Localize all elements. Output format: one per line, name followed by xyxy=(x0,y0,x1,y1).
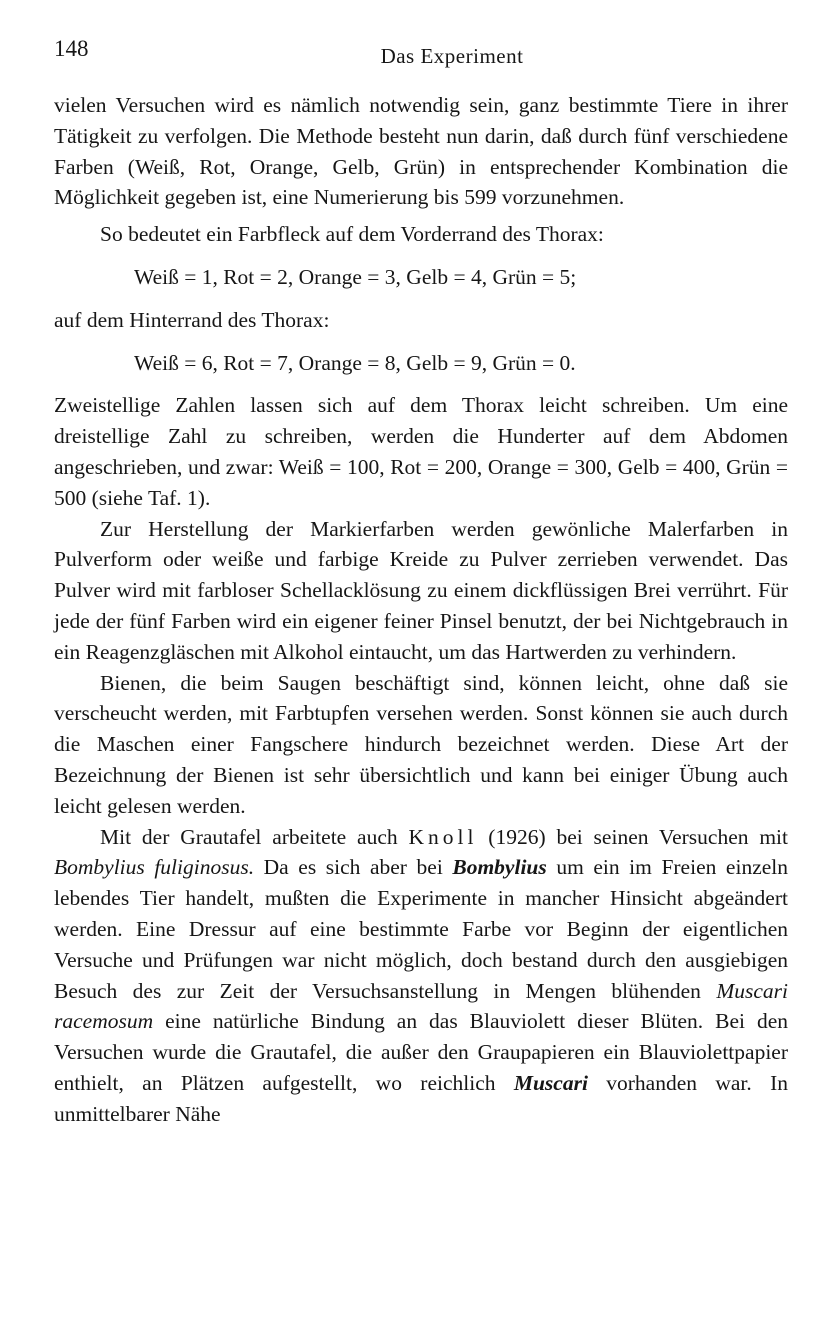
author-name: Knoll xyxy=(408,824,478,849)
paragraph-rear-thorax: auf dem Hinterrand des Thorax: xyxy=(54,307,330,332)
text-run: Da es sich aber bei xyxy=(254,855,453,880)
genus-name: Bombylius xyxy=(452,855,547,880)
page-header xyxy=(54,36,790,76)
text-run: Mit der Grautafel arbeitete auch xyxy=(100,824,409,849)
paragraph-bees: Bienen, die beim Saugen beschäftigt sind, können leicht, ohne daß sie verscheucht werden, mit Farbtupfen versehen werden. Sonst können sie auch durch die Maschen einer Fangschere hindurch bezeichnet werden. Diese Art der Bezeichnung der Bienen ist sehr übersichtlich und kann bei einiger Übung auch leicht gelesen werden. xyxy=(54,670,788,818)
paragraph-numbers: Zweistellige Zahlen lassen sich auf dem Thorax leicht schreiben. Um eine dreistellige Zahl zu schreiben, werden die Hunderter auf dem Abdomen angeschrieben, und zwar: Weiß = 100, Rot = 200, Orange = 300, Gelb = 400, Grün = 500 (siehe Taf. 1). xyxy=(54,393,788,510)
paragraph-paints: Zur Herstellung der Markierfarben werden gewönliche Malerfarben in Pulverform oder weiße und farbige Kreide zu Pulver zerrieben verwendet. Das Pulver wird mit farbloser Schellacklösung zu einem dickflüssigen Brei verrührt. Für jede der fünf Farben wird ein eigener feiner Pinsel benutzt, der bei Nichtgebrauch in ein Reagenzgläschen mit Alkohol eintaucht, um das Hartwerden zu verhindern. xyxy=(54,516,788,664)
text-run: vorhanden war. In unmittelbarer Nähe xyxy=(54,1070,788,1126)
paragraph-front-thorax: So bedeutet ein Farbfleck auf dem Vorderrand des Thorax: xyxy=(100,222,604,247)
species-name: Muscari racemosum xyxy=(54,978,788,1034)
equation-rear-thorax: Weiß = 6, Rot = 7, Orange = 8, Gelb = 9, Grün = 0. xyxy=(134,350,576,375)
species-name: Bombylius fuliginosus. xyxy=(54,855,255,880)
text-run: eine natürliche Bindung an das Blauviolett dieser Blüten. Bei den Versuchen wurde die Grautafel, die außer den Graupapieren ein Blauviolettpapier enthielt, an Plätzen aufgestellt, wo reichlich xyxy=(54,1009,788,1095)
genus-name: Muscari xyxy=(513,1070,588,1095)
body-text xyxy=(54,90,788,1130)
text-run: um ein im Freien einzeln lebendes Tier handelt, mußten die Experimente in mancher Hinsicht abgeändert werden. Eine Dressur auf eine bestimmte Farbe vor Beginn der eigentlichen Versuche und Prüfungen war nicht möglich, doch bestand durch den ausgiebigen Besuch des zur Zeit der Versuchsanstellung in Mengen blühenden xyxy=(54,855,789,1003)
running-title: Das Experiment xyxy=(380,44,524,68)
equation-front-thorax: Weiß = 1, Rot = 2, Orange = 3, Gelb = 4, Grün = 5; xyxy=(134,264,577,289)
page-number: 148 xyxy=(54,36,89,61)
text-run: (1926) bei seinen Versuchen mit xyxy=(477,824,788,849)
paragraph-bombylius xyxy=(54,822,788,1130)
paragraph-continuation: vielen Versuchen wird es nämlich notwendig sein, ganz bestimmte Tiere in ihrer Tätigkeit zu verfolgen. Die Methode besteht nun darin, daß durch fünf verschiedene Farben (Weiß, Rot, Orange, Gelb, Grün) in entsprechender Kombination die Möglichkeit gegeben ist, eine Numerierung bis 599 vorzunehmen. xyxy=(54,93,788,210)
